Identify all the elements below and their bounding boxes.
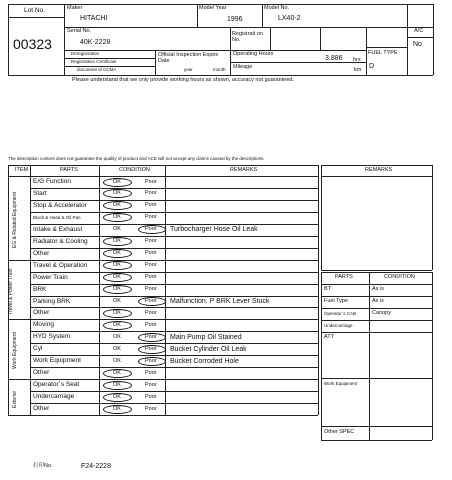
section-work-equipment: Work Equipment xyxy=(12,332,18,370)
row-part: E/G Function xyxy=(33,178,71,185)
ok-label: OK xyxy=(113,405,121,412)
row-part: Other xyxy=(33,309,50,317)
parts-row-condition: As is xyxy=(372,286,384,292)
mileage-label: Mileage xyxy=(233,64,253,70)
parts-row-part: Undercarriage xyxy=(324,323,353,328)
poor-label: Poor xyxy=(145,345,157,352)
ok-circle-mark xyxy=(103,321,132,330)
poor-label: Poor xyxy=(145,262,157,269)
row-part: Cyl xyxy=(33,345,43,353)
row-part: Power Train xyxy=(33,273,68,281)
row-part: Parking BRK xyxy=(33,297,71,305)
model-no-value: LX40-2 xyxy=(278,15,301,22)
ok-label: OK xyxy=(113,250,121,257)
maker-value: HITACHI xyxy=(80,15,108,22)
section-eg-related: EG & Related Equipment xyxy=(12,192,18,248)
lot-label: Lot No. xyxy=(24,7,45,14)
col-condition: CONDITION xyxy=(119,167,150,173)
poor-label: Poor xyxy=(145,393,157,400)
row-part: Work Equipment xyxy=(33,357,81,365)
col-remarks: REMARKS xyxy=(230,167,258,173)
ok-label: OK xyxy=(113,238,121,245)
working-hours-value: 3.886 xyxy=(325,55,343,62)
ok-circle-mark xyxy=(103,178,132,187)
poor-circle-mark xyxy=(138,357,166,366)
parts-row-part: Operator`s CAB xyxy=(324,311,357,316)
working-hours-label: Operating Hours xyxy=(233,51,274,57)
poor-label: Poor xyxy=(145,178,157,185)
row-remark: Bucket Cylinder Oil Leak xyxy=(170,345,247,353)
ok-label: OK xyxy=(113,178,121,185)
fuel-type-value: D xyxy=(369,63,375,70)
registration-label: Registrati on No. xyxy=(232,31,263,44)
ac-label: A/C xyxy=(414,28,424,34)
parts-row-part: Work Equipment xyxy=(324,381,358,386)
ok-label: OK xyxy=(113,274,121,281)
parts-row-part: Fuel Type xyxy=(324,298,349,304)
km-unit: km xyxy=(354,67,362,73)
deregistration-label: Deregistration xyxy=(71,51,100,56)
poor-circle-mark xyxy=(138,333,166,342)
row-remark: Turbocharger Hose Oil Leak xyxy=(170,226,258,234)
section-exterior: Exterior xyxy=(12,390,18,408)
ok-circle-mark xyxy=(103,237,132,246)
poor-label: Poor xyxy=(145,309,157,316)
year-unit: year xyxy=(184,67,193,72)
ok-circle-mark xyxy=(103,309,132,318)
month-unit: month xyxy=(213,67,226,72)
serial-value: 40K-2228 xyxy=(80,39,111,46)
parts-col-parts: PARTS xyxy=(335,274,353,280)
row-part: Intake & Exhaust xyxy=(33,225,83,233)
ok-label: OK xyxy=(113,357,121,364)
ok-label: OK xyxy=(113,214,121,221)
poor-label: Poor xyxy=(145,250,157,257)
ok-label: OK xyxy=(113,226,121,233)
right-remarks-title: REMARKS xyxy=(365,167,393,173)
ok-circle-mark xyxy=(103,405,132,414)
ok-label: OK xyxy=(113,298,121,304)
disclaimer: The description content does not guarantee the quality of product and ACE will not accept any claims caused by the descriptions. xyxy=(8,156,265,161)
row-remark: Main Pump Oil Stained xyxy=(170,333,242,341)
row-part: BRK xyxy=(33,285,47,293)
ok-label: OK xyxy=(113,381,121,388)
serial-label: Serial No. xyxy=(67,28,92,34)
poor-label: Poor xyxy=(145,202,157,209)
poor-label: Poor xyxy=(145,238,157,245)
poor-label: Poor xyxy=(145,286,157,293)
ac-value: No xyxy=(413,41,422,48)
ok-label: OK xyxy=(113,309,121,316)
ok-circle-mark xyxy=(103,273,132,282)
row-part: Undercarriage xyxy=(33,393,75,401)
parts-row-part: BT xyxy=(324,286,332,292)
row-part: Start xyxy=(33,189,47,197)
ok-circle-mark xyxy=(103,369,132,378)
row-remark: Malfunction. P BRK Lever Stuck xyxy=(170,298,270,305)
poor-label: Poor xyxy=(145,333,157,340)
ok-circle-mark xyxy=(103,201,132,210)
parts-row-part: Other SPEC xyxy=(324,429,355,435)
hrs-unit: hrs xyxy=(353,57,361,63)
row-part: Other xyxy=(33,249,50,257)
poor-label: Poor xyxy=(145,298,157,304)
row-part: HYD System xyxy=(33,333,71,341)
print-label: 打印No. xyxy=(33,463,53,469)
parts-row-condition: As is xyxy=(372,298,384,304)
poor-label: Poor xyxy=(145,369,157,376)
row-part: Radiator & Cooling xyxy=(33,237,88,245)
row-part: Travel & Operation xyxy=(33,261,88,269)
lot-number: 00323 xyxy=(13,36,52,52)
ok-label: OK xyxy=(113,393,121,400)
poor-label: Poor xyxy=(145,226,157,233)
poor-label: Poor xyxy=(145,214,157,221)
ok-circle-mark xyxy=(103,249,132,258)
parts-col-condition: CONDITION xyxy=(384,274,415,280)
poor-label: Poor xyxy=(145,274,157,281)
poor-circle-mark xyxy=(138,225,166,234)
parts-row-condition: Canopy xyxy=(372,310,391,316)
registration-cert-label: Registration Certificate xyxy=(71,59,117,64)
ok-label: OK xyxy=(113,286,121,293)
print-value: F24-2228 xyxy=(81,463,111,470)
poor-label: Poor xyxy=(145,381,157,388)
ok-circle-mark xyxy=(103,261,132,270)
maker-label: Maker xyxy=(67,5,83,11)
poor-label: Poor xyxy=(145,357,157,364)
fuel-type-label: FUEL TYPE xyxy=(368,50,398,56)
poor-circle-mark xyxy=(138,345,166,354)
ok-circle-mark xyxy=(103,213,132,222)
row-part: Other xyxy=(33,369,50,377)
document-label: document of CCMA xyxy=(77,67,117,72)
ok-label: OK xyxy=(113,190,121,197)
row-part: Stop & Accelerator xyxy=(33,201,87,209)
model-year-value: 1996 xyxy=(227,16,243,23)
row-part: Block & Head & Oil Pan xyxy=(33,214,81,220)
model-no-label: Model No. xyxy=(264,5,290,11)
ok-circle-mark xyxy=(103,393,132,402)
model-year-label: Model Year xyxy=(199,5,227,11)
poor-circle-mark xyxy=(138,297,166,306)
row-remark: Bucket Corroded Hole xyxy=(170,357,239,365)
ok-label: OK xyxy=(113,345,121,352)
ok-circle-mark xyxy=(103,189,132,198)
col-item: ITEM xyxy=(15,167,29,173)
row-part: Operator`s Seat xyxy=(33,381,80,389)
col-parts: PARTS xyxy=(60,167,78,173)
row-part: Moving xyxy=(33,321,54,329)
poor-label: Poor xyxy=(145,190,157,197)
ok-label: OK xyxy=(113,262,121,269)
parts-row-part: ATT xyxy=(324,334,334,340)
official-inspection-label: Official Inspection Expire Date xyxy=(158,52,219,65)
ok-circle-mark xyxy=(103,285,132,294)
ok-circle-mark xyxy=(103,381,132,390)
ok-label: OK xyxy=(113,333,121,340)
ok-label: OK xyxy=(113,202,121,209)
row-part: Other xyxy=(33,405,50,412)
poor-label: Poor xyxy=(145,321,157,328)
ok-label: OK xyxy=(113,369,121,376)
poor-label: Poor xyxy=(145,405,157,412)
ok-label: OK xyxy=(113,321,121,328)
section-travel-power-train: Travel & Power Train xyxy=(8,268,14,316)
working-hours-note: Please understand that we only provide working hours as shown, accuracy not guaranteed. xyxy=(72,77,294,83)
